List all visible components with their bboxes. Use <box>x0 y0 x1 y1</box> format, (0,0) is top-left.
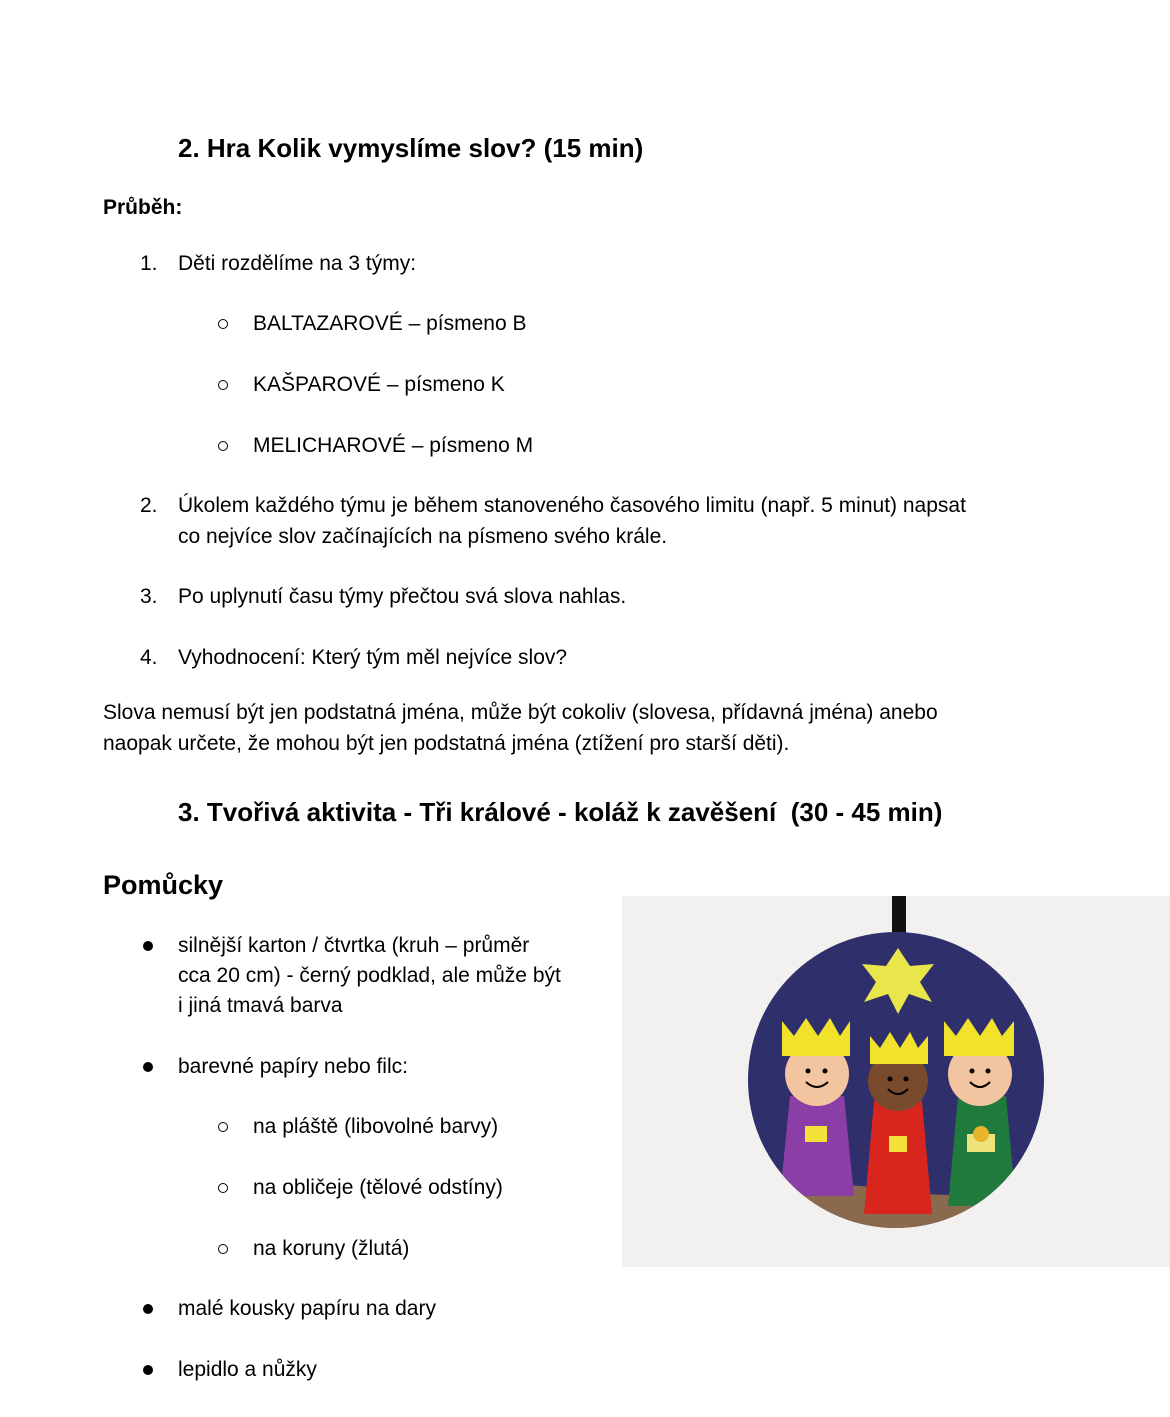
section3-heading: 3. Tvořivá aktivita - Tři králové - koláž k zavěšení (30 - 45 min) <box>178 797 943 827</box>
step-text: co nejvíce slov začínajících na písmeno svého krále. <box>178 525 668 548</box>
team-text: BALTAZAROVÉ – písmeno B <box>253 312 527 335</box>
step-number: 4. <box>140 646 158 669</box>
circle-bullet-icon <box>218 319 228 329</box>
subitem-text: na obličeje (tělové odstíny) <box>253 1176 503 1199</box>
supply-text: lepidlo a nůžky <box>178 1358 317 1381</box>
bullet-icon <box>143 1365 153 1375</box>
gift-icon <box>805 1126 827 1142</box>
team-text: KAŠPAROVÉ – písmeno K <box>253 373 505 396</box>
subitem-text: na koruny (žlutá) <box>253 1237 410 1260</box>
supply-text: malé kousky papíru na dary <box>178 1297 436 1320</box>
team-text: MELICHAROVÉ – písmeno M <box>253 434 534 457</box>
circle-bullet-icon <box>218 1122 228 1132</box>
step-number: 3. <box>140 585 158 608</box>
supply-text: barevné papíry nebo filc: <box>178 1055 408 1078</box>
circle-bullet-icon <box>218 441 228 451</box>
step-text: Úkolem každého týmu je během stanoveného časového limitu (např. 5 minut) napsat <box>178 494 966 517</box>
circle-bullet-icon <box>218 1183 228 1193</box>
supply-text: cca 20 cm) - černý podklad, ale může být <box>178 964 561 987</box>
step-number: 2. <box>140 494 158 517</box>
step-text: Děti rozdělíme na 3 týmy: <box>178 252 417 275</box>
note-line: Slova nemusí být jen podstatná jména, může být cokoliv (slovesa, přídavná jména) anebo <box>103 701 938 724</box>
pomucky-heading: Pomůcky <box>103 870 224 900</box>
supply-text: i jiná tmavá barva <box>178 994 343 1017</box>
prubeh-label: Průběh: <box>103 196 183 219</box>
bullet-icon <box>143 941 153 951</box>
robe-purple <box>780 1096 854 1196</box>
three-kings-ornament-illustration <box>622 896 1170 1267</box>
robe-red <box>864 1101 932 1214</box>
subitem-text: na pláště (libovolné barvy) <box>253 1115 499 1138</box>
note-line: naopak určete, že mohou být jen podstatná jména (ztížení pro starší děti). <box>103 732 790 755</box>
bullet-icon <box>143 1304 153 1314</box>
gift-icon <box>889 1136 907 1152</box>
step-number: 1. <box>140 252 158 275</box>
bullet-icon <box>143 1062 153 1072</box>
section2-heading: 2. Hra Kolik vymyslíme slov? (15 min) <box>178 133 644 163</box>
circle-bullet-icon <box>218 380 228 390</box>
note-paragraph <box>103 697 1103 759</box>
step-text: Vyhodnocení: Který tým měl nejvíce slov? <box>178 646 568 669</box>
circle-bullet-icon <box>218 1244 228 1254</box>
step-text: Po uplynutí času týmy přečtou svá slova nahlas. <box>178 585 627 608</box>
three-kings-collage-photo <box>622 896 1170 1267</box>
supply-text: silnější karton / čtvrtka (kruh – průměr <box>178 934 530 957</box>
